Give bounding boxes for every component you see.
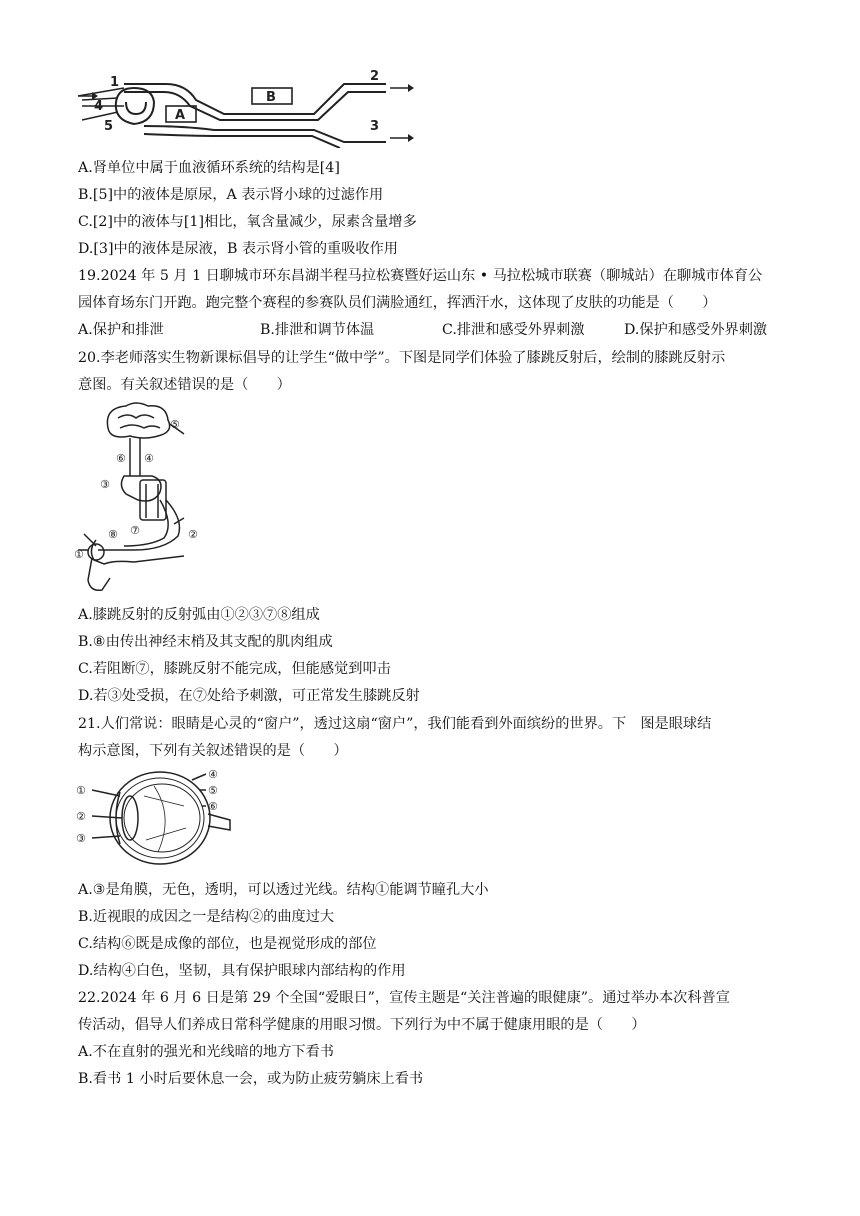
label-circled-6: ⑥ [208,800,218,813]
label-b: B [266,90,276,105]
label-circled-1: ① [74,548,84,561]
knee-jerk-reflex-diagram [74,400,214,596]
q20-option-d: D.若③处受损，在⑦处给予刺激，可正常发生膝跳反射 [78,688,420,704]
label-circled-4: ④ [208,768,218,781]
label-circled-3: ③ [76,832,86,845]
q19-stem-line1: 19.2024 年 5 月 1 日聊城市环东昌湖半程马拉松赛暨好运山东 • 马拉松城市联赛（聊城站）在聊城市体育公 [78,268,763,284]
label-1: 1 [110,75,120,90]
brain-icon [107,403,169,438]
q20-stem-line2: 意图。有关叙述错误的是（ ） [78,377,291,393]
q18-option-a: A.肾单位中属于血液循环系统的结构是[4] [78,160,340,176]
q22-option-a: A.不在直射的强光和光线暗的地方下看书 [78,1044,334,1060]
q21-option-a: A.③是角膜，无色，透明，可以透过光线。结构①能调节瞳孔大小 [78,882,489,898]
q20-option-c: C.若阻断⑦，膝跳反射不能完成，但能感觉到叩击 [78,661,391,677]
label-circled-8: ⑧ [108,528,118,541]
label-5: 5 [104,119,114,134]
label-a: A [175,108,186,123]
label-circled-2: ② [76,810,86,823]
q18-option-d: D.[3]中的液体是尿液，B 表示肾小管的重吸收作用 [78,241,398,257]
q19-stem-line2: 园体育场东门开跑。跑完整个赛程的参赛队员们满脸通红，挥洒汗水，这体现了皮肤的功能是（ ） [78,295,717,311]
q18-option-c: C.[2]中的液体与[1]相比，氧含量减少，尿素含量增多 [78,214,417,230]
q20-option-a: A.膝跳反射的反射弧由①②③⑦⑧组成 [78,607,320,623]
label-circled-6: ⑥ [116,452,126,465]
label-4: 4 [94,99,104,114]
label-circled-5: ⑤ [170,418,180,431]
q21-option-b: B.近视眼的成因之一是结构②的曲度过大 [78,909,335,925]
label-circled-7: ⑦ [130,524,140,537]
q19-option-b: B.排泄和调节体温 [260,322,375,338]
q21-option-c: C.结构⑥既是成像的部位，也是视觉形成的部位 [78,936,377,952]
q21-stem-line1: 21.人们常说：眼睛是心灵的“窗户”，透过这扇“窗户”，我们能看到外面缤纷的世界。下 图是眼球结 [78,716,712,732]
q22-option-b: B.看书 1 小时后要休息一会，或为防止疲劳躺床上看书 [78,1071,424,1087]
eyeball-diagram [74,766,244,872]
q20-stem-line1: 20.李老师落实生物新课标倡导的让学生“做中学”。下图是同学们体验了膝跳反射后，绘制的膝跳反射示 [78,350,726,366]
label-3: 3 [370,119,380,134]
label-2: 2 [370,70,380,84]
q19-option-d: D.保护和感受外界刺激 [624,322,768,338]
label-circled-3: ③ [100,478,110,491]
q22-stem-line1: 22.2024 年 6 月 6 日是第 29 个全国“爱眼日”，宣传主题是“关注普遍的眼健康”。通过举办本次科普宣 [78,990,730,1006]
q20-option-b: B.⑧由传出神经末梢及其支配的肌肉组成 [78,634,333,650]
label-circled-4: ④ [144,452,154,465]
q21-option-d: D.结构④白色，坚韧，具有保护眼球内部结构的作用 [78,963,406,979]
label-circled-1: ① [76,784,86,797]
q18-option-b: B.[5]中的液体是原尿，A 表示肾小球的过滤作用 [78,187,384,203]
q19-option-c: C.排泄和感受外界刺激 [442,322,585,338]
eyeball-icon [110,772,210,864]
q21-stem-line2: 构示意图，下列有关叙述错误的是（ ） [78,743,348,759]
q19-option-a: A.保护和排泄 [78,322,164,338]
label-circled-5: ⑤ [208,784,218,797]
nephron-diagram [74,70,414,148]
q22-stem-line2: 传活动，倡导人们养成日常科学健康的用眼习惯。下列行为中不属于健康用眼的是（ ） [78,1017,646,1033]
label-circled-2: ② [188,528,198,541]
